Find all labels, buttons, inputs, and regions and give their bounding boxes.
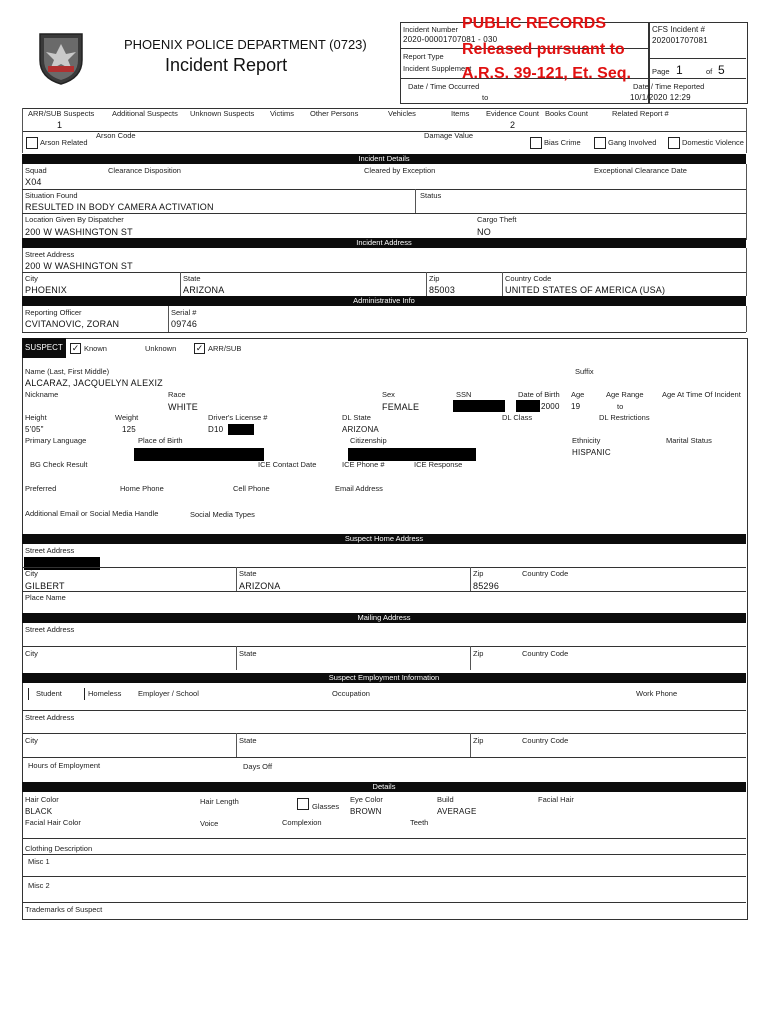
weight-label: Weight [115,413,139,422]
arson-related-label: Arson Related [40,138,88,147]
dl-redaction [228,424,254,435]
home-zip: 85296 [473,581,500,591]
incident-street: 200 W WASHINGTON ST [25,261,133,271]
employer-label: Employer / School [138,689,199,698]
occupation-label: Occupation [332,689,370,698]
dl-state-value: ARIZONA [342,425,379,434]
cargo-theft-label: Cargo Theft [477,215,517,224]
age-label: Age [571,390,585,399]
trademarks-label: Trademarks of Suspect [25,905,103,914]
place-name-label: Place Name [25,593,66,602]
employment-country-label: Country Code [522,736,569,745]
arrsub-checkbox[interactable]: ✓ [195,343,204,353]
section-suspect-home-address: Suspect Home Address [22,534,746,544]
ethnicity-value: HISPANIC [572,448,611,457]
squad-value: X04 [25,177,42,187]
section-mailing-address: Mailing Address [22,613,746,623]
date-reported-label: Date / Time Reported [633,82,705,91]
hair-color-value: BLACK [25,807,53,816]
pob-redaction [134,448,264,461]
facial-hair-label: Facial Hair [538,795,574,804]
section-administrative-info: Administrative Info [22,296,746,306]
situation-value: RESULTED IN BODY CAMERA ACTIVATION [25,202,214,212]
sex-value: FEMALE [382,402,420,412]
incident-street-label: Street Address [25,250,75,259]
clothing-description-label: Clothing Description [25,844,93,853]
additional-email-label: Additional Email or Social Media Handle [25,509,159,518]
incident-country-label: Country Code [505,274,552,283]
race-label: Race [168,390,186,399]
ssn-redaction [453,400,505,412]
cell-phone-label: Cell Phone [233,484,270,493]
bias-crime-checkbox[interactable] [530,137,542,149]
name-label: Name (Last, First Middle) [25,367,110,376]
misc2-label: Misc 2 [28,881,50,890]
ssn-label: SSN [456,390,472,399]
counts-header-related: Related Report # [612,109,669,118]
weight-value: 125 [122,425,136,434]
social-media-types-label: Social Media Types [190,510,255,519]
clearance-label: Clearance Disposition [108,166,181,175]
eye-color-value: BROWN [350,807,382,816]
days-off-label: Days Off [243,762,273,771]
incident-city: PHOENIX [25,285,67,295]
status-label: Status [420,191,442,200]
page-title: Incident Report [165,55,288,75]
page-total: 5 [718,63,725,77]
dob-partial: 2000 [541,402,560,411]
incident-country: UNITED STATES OF AMERICA (USA) [505,285,666,295]
age-incident-label: Age At Time Of Incident [662,390,741,399]
counts-header-arr-sub: ARR/SUB Suspects [28,109,95,118]
facial-hair-color-label: Facial Hair Color [25,818,81,827]
section-details: Details [22,782,746,792]
suspect-name: ALCARAZ, JACQUELYN ALEXIZ [25,378,163,388]
dl-partial: D10 [208,425,224,434]
gang-involved-checkbox[interactable] [594,137,606,149]
employment-street-label: Street Address [25,713,75,722]
home-zip-label: Zip [473,569,484,578]
known-label: Known [84,344,107,353]
counts-header-unknown: Unknown Suspects [190,109,255,118]
serial-value: 09746 [171,319,198,329]
page-number: 1 [676,63,683,77]
cfs-box [648,22,748,104]
incident-city-label: City [25,274,38,283]
glasses-label: Glasses [312,802,340,811]
dl-label: Driver's License # [208,413,268,422]
incident-zip-label: Zip [429,274,440,283]
unknown-label: Unknown [145,344,177,353]
pob-label: Place of Birth [138,436,183,445]
preferred-label: Preferred [25,484,57,493]
home-phone-label: Home Phone [120,484,164,493]
section-incident-details: Incident Details [22,154,746,164]
mailing-country-label: Country Code [522,649,569,658]
arrsub-label: ARR/SUB [208,344,242,353]
sex-label: Sex [382,390,395,399]
incident-state: ARIZONA [183,285,225,295]
squad-label: Squad [25,166,47,175]
public-records-stamp: PUBLIC RECORDS [462,15,607,32]
mailing-state-label: State [239,649,257,658]
cargo-theft-value: NO [477,227,491,237]
eye-color-label: Eye Color [350,795,383,804]
arson-related-checkbox[interactable] [26,137,38,149]
page-of-label: of [706,67,713,76]
incident-number-label: Incident Number [403,25,459,34]
date-occurred-to: to [482,93,489,102]
dl-restrictions-label: DL Restrictions [599,413,650,422]
race-value: WHITE [168,402,198,412]
citizenship-label: Citizenship [350,436,387,445]
mailing-zip-label: Zip [473,649,484,658]
misc1-label: Misc 1 [28,857,50,866]
dl-class-label: DL Class [502,413,533,422]
hair-color-label: Hair Color [25,795,59,804]
home-city: GILBERT [25,581,65,591]
reporting-officer-label: Reporting Officer [25,308,82,317]
date-reported: 10/1/2020 12:29 [630,93,691,102]
page-label: Page [652,67,670,76]
language-label: Primary Language [25,436,87,445]
bias-crime-label: Bias Crime [544,138,581,147]
gang-involved-label: Gang Involved [608,138,657,147]
ice-contact-label: ICE Contact Date [258,460,317,469]
work-phone-label: Work Phone [636,689,678,698]
section-incident-address: Incident Address [22,238,746,248]
reporting-officer: CVITANOVIC, ZORAN [25,319,120,329]
mailing-city-label: City [25,649,38,658]
dob-label: Date of Birth [518,390,560,399]
height-value: 5'05" [25,425,44,434]
damage-value-label: Damage Value [424,131,474,140]
department-name: PHOENIX POLICE DEPARTMENT (0723) [124,37,367,52]
counts-header-victims: Victims [270,109,295,118]
counts-header-items: Items [451,109,470,118]
age-value: 19 [571,402,581,411]
home-state: ARIZONA [239,581,281,591]
employment-city-label: City [25,736,38,745]
suspect-tag-label: SUSPECT [25,343,63,352]
cfs-number: 202001707081 [652,36,708,45]
home-country-label: Country Code [522,569,569,578]
domestic-violence-checkbox[interactable] [668,137,680,149]
counts-header-books: Books Count [545,109,588,118]
employment-state-label: State [239,736,257,745]
age-range-to: to [617,402,624,411]
counts-header-other: Other Persons [310,109,359,118]
department-logo [36,30,86,86]
incident-zip: 85003 [429,285,456,295]
nickname-label: Nickname [25,390,59,399]
homeless-label: Homeless [88,689,122,698]
bg-check-label: BG Check Result [30,460,88,469]
report-type-label: Report Type [403,52,444,61]
ice-phone-label: ICE Phone # [342,460,385,469]
mailing-street-label: Street Address [25,625,75,634]
home-state-label: State [239,569,257,578]
known-checkbox[interactable]: ✓ [71,343,80,353]
hair-length-label: Hair Length [200,797,239,806]
incident-number: 2020-00001707081 - 030 [403,35,498,44]
location-label: Location Given By Dispatcher [25,215,124,224]
height-label: Height [25,413,47,422]
location-value: 200 W WASHINGTON ST [25,227,133,237]
incident-state-label: State [183,274,201,283]
incident-supplement-label: Incident Supplement [403,64,472,73]
cleared-exception-label: Cleared by Exception [364,166,436,175]
situation-label: Situation Found [25,191,78,200]
glasses-checkbox[interactable] [297,798,309,810]
hours-employment-label: Hours of Employment [28,761,101,770]
evidence-count: 2 [510,120,516,130]
serial-label: Serial # [171,308,197,317]
complexion-label: Complexion [282,818,322,827]
employment-zip-label: Zip [473,736,484,745]
build-value: AVERAGE [437,807,477,816]
build-label: Build [437,795,454,804]
dob-redaction [516,400,540,412]
cfs-label: CFS Incident # [652,25,705,34]
domestic-violence-label: Domestic Violence [682,138,744,147]
dl-state-label: DL State [342,413,371,422]
arson-code-label: Arson Code [96,131,136,140]
date-occurred-label: Date / Time Occurred [408,82,480,91]
suffix-label: Suffix [575,367,594,376]
email-label: Email Address [335,484,383,493]
ice-response-label: ICE Response [414,460,463,469]
voice-label: Voice [200,819,219,828]
counts-header-evidence: Evidence Count [486,109,539,118]
section-suspect-employment: Suspect Employment Information [22,673,746,683]
ethnicity-label: Ethnicity [572,436,601,445]
age-range-label: Age Range [606,390,644,399]
public-records-stamp-line3: A.R.S. 39-121, Et. Seq. [462,65,631,82]
arr-sub-count: 1 [57,120,63,130]
teeth-label: Teeth [410,818,429,827]
counts-header-vehicles: Vehicles [388,109,416,118]
student-label: Student [36,689,62,698]
home-city-label: City [25,569,38,578]
public-records-stamp-line2: Released pursuant to [462,41,625,58]
exceptional-date-label: Exceptional Clearance Date [594,166,687,175]
home-street-label: Street Address [25,546,75,555]
counts-header-additional: Additional Suspects [112,109,178,118]
marital-label: Marital Status [666,436,712,445]
